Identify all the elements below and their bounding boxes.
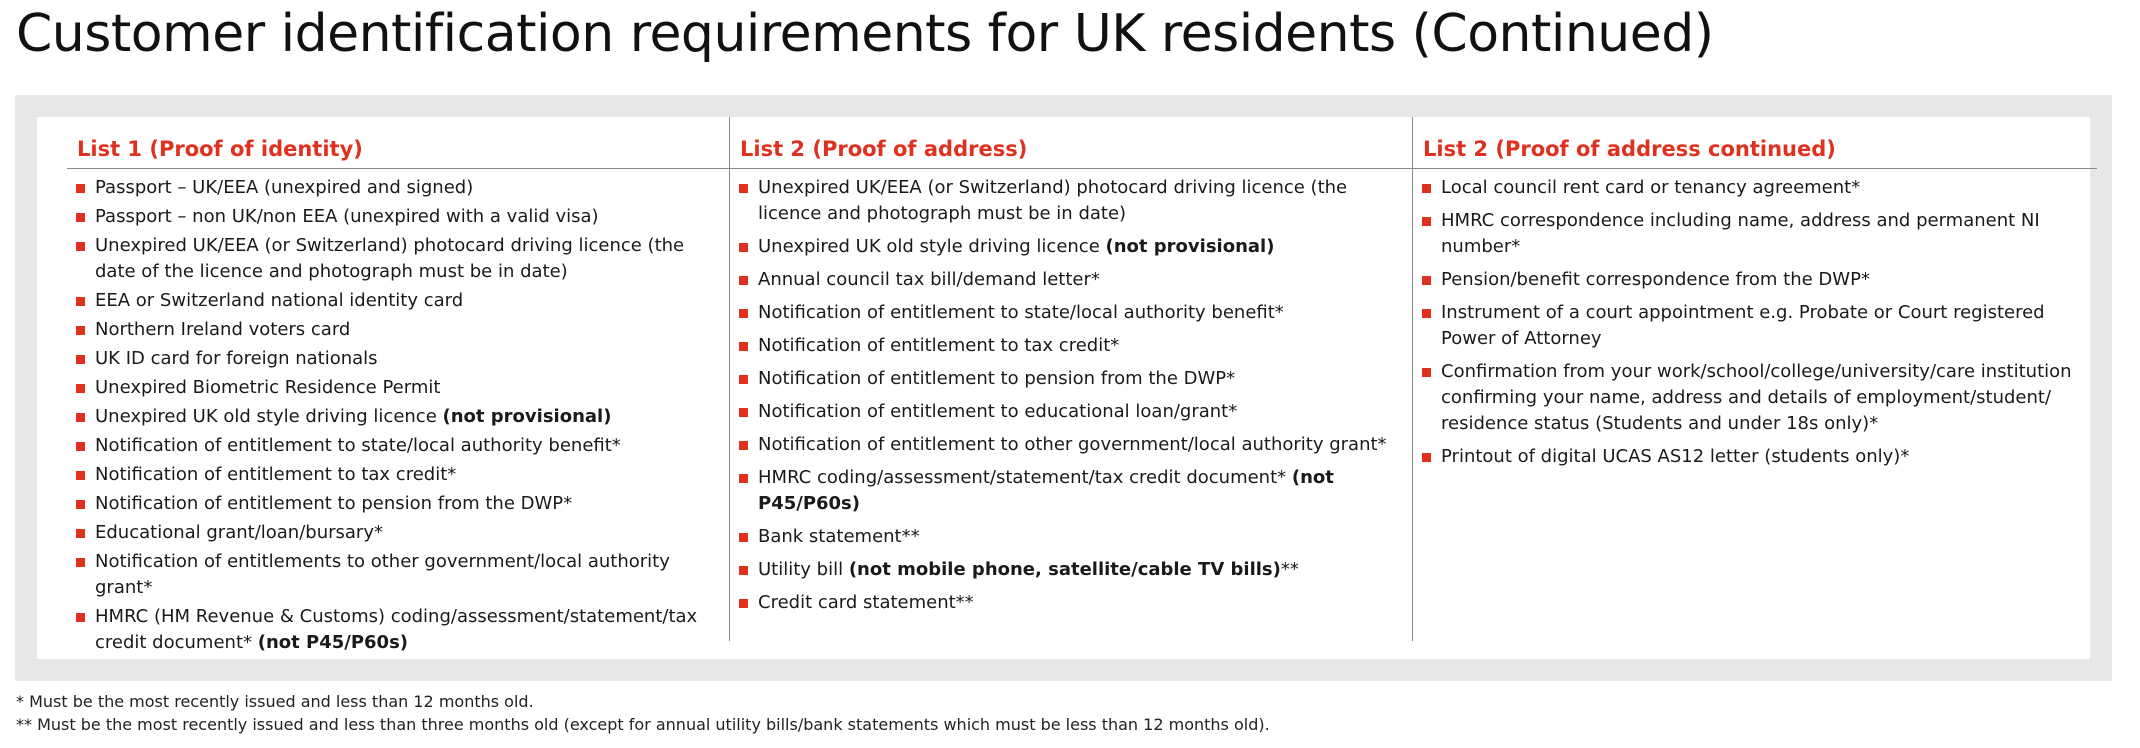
red-square-bullet-icon <box>76 413 85 422</box>
item-text: Notification of entitlement to state/local authority benefit* <box>758 302 1284 323</box>
list-item <box>1441 175 2089 201</box>
red-square-bullet-icon <box>1422 276 1431 285</box>
item-text: Bank statement** <box>758 526 920 547</box>
list-item <box>758 333 1405 359</box>
list-item <box>1441 208 2089 260</box>
list-item <box>95 604 721 656</box>
item-text: Notification of entitlement to other government/local authority grant* <box>758 434 1387 455</box>
list-item <box>95 520 721 546</box>
list-item <box>95 549 721 601</box>
item-list <box>1413 169 2097 470</box>
red-square-bullet-icon <box>739 408 748 417</box>
item-emphasis: (not P45/P60s) <box>758 467 1334 514</box>
list-item <box>758 590 1405 616</box>
list-item <box>95 462 721 488</box>
red-square-bullet-icon <box>739 375 748 384</box>
red-square-bullet-icon <box>739 474 748 483</box>
list-item <box>95 433 721 459</box>
list-item <box>758 557 1405 583</box>
item-text: UK ID card for foreign nationals <box>95 348 378 369</box>
red-square-bullet-icon <box>76 355 85 364</box>
red-square-bullet-icon <box>76 297 85 306</box>
item-suffix: ** <box>1280 559 1299 580</box>
red-square-bullet-icon <box>76 326 85 335</box>
red-square-bullet-icon <box>739 599 748 608</box>
item-text: Notification of entitlement to pension from the DWP* <box>758 368 1236 389</box>
item-text: Unexpired Biometric Residence Permit <box>95 377 441 398</box>
column-list-1 <box>67 117 729 653</box>
item-emphasis: (not mobile phone, satellite/cable TV bills) <box>848 559 1281 580</box>
list-item <box>1441 359 2089 437</box>
red-square-bullet-icon <box>76 384 85 393</box>
column-heading: List 2 (Proof of address) <box>730 117 1413 169</box>
red-square-bullet-icon <box>1422 309 1431 318</box>
list-item <box>1441 444 2089 470</box>
list-item <box>95 175 721 201</box>
red-square-bullet-icon <box>739 441 748 450</box>
list-item <box>95 233 721 285</box>
column-heading: List 1 (Proof of identity) <box>67 117 729 169</box>
list-item <box>95 204 721 230</box>
red-square-bullet-icon <box>76 558 85 567</box>
list-item <box>758 432 1405 458</box>
item-text: Pension/benefit correspondence from the DWP* <box>1441 269 1870 290</box>
red-square-bullet-icon <box>76 500 85 509</box>
list-item <box>758 234 1405 260</box>
red-square-bullet-icon <box>739 309 748 318</box>
item-text: Notification of entitlement to tax credit* <box>758 335 1120 356</box>
list-item <box>95 346 721 372</box>
item-text: Utility bill <box>758 559 849 580</box>
item-text: Printout of digital UCAS AS12 letter (students only)* <box>1441 446 1910 467</box>
footnote-double-asterisk: ** Must be the most recently issued and less than three months old (except for annual utility bills/bank statements which must be less than 12 months old). <box>16 715 1270 734</box>
item-list <box>67 169 729 656</box>
list-item <box>95 404 721 430</box>
red-square-bullet-icon <box>739 243 748 252</box>
item-text: Instrument of a court appointment e.g. Probate or Court registered Power of Attorney <box>1441 302 2045 349</box>
item-text: Northern Ireland voters card <box>95 319 351 340</box>
list-item <box>758 300 1405 326</box>
red-square-bullet-icon <box>1422 217 1431 226</box>
list-item <box>758 175 1405 227</box>
footnote-single-asterisk: * Must be the most recently issued and less than 12 months old. <box>16 692 534 711</box>
item-text: Notification of entitlement to educational loan/grant* <box>758 401 1238 422</box>
red-square-bullet-icon <box>76 613 85 622</box>
requirements-panel <box>37 117 2090 659</box>
footnotes <box>16 690 1270 736</box>
red-square-bullet-icon <box>1422 184 1431 193</box>
column-heading: List 2 (Proof of address continued) <box>1413 117 2097 169</box>
item-emphasis: (not provisional) <box>1105 236 1275 257</box>
red-square-bullet-icon <box>76 529 85 538</box>
list-item <box>758 524 1405 550</box>
list-item <box>758 465 1405 517</box>
list-item <box>95 288 721 314</box>
page-title: Customer identification requirements for UK residents (Continued) <box>16 4 1714 64</box>
list-item <box>1441 267 2089 293</box>
red-square-bullet-icon <box>76 184 85 193</box>
red-square-bullet-icon <box>76 442 85 451</box>
item-text: Unexpired UK/EEA (or Switzerland) photocard driving licence (the date of the licence and photograph must be in date) <box>95 235 685 282</box>
column-list-2 <box>729 117 1413 641</box>
red-square-bullet-icon <box>739 184 748 193</box>
item-text: HMRC coding/assessment/statement/tax credit document* <box>758 467 1292 488</box>
item-text: Notification of entitlement to tax credit* <box>95 464 457 485</box>
item-text: EEA or Switzerland national identity card <box>95 290 464 311</box>
item-text: Unexpired UK old style driving licence <box>758 236 1106 257</box>
list-item <box>95 375 721 401</box>
item-text: Passport – UK/EEA (unexpired and signed) <box>95 177 474 198</box>
item-text: Passport – non UK/non EEA (unexpired with a valid visa) <box>95 206 599 227</box>
item-text: Notification of entitlement to pension from the DWP* <box>95 493 573 514</box>
item-text: HMRC (HM Revenue & Customs) coding/assessment/statement/tax credit document* <box>95 606 698 653</box>
list-item <box>758 399 1405 425</box>
list-item <box>95 491 721 517</box>
red-square-bullet-icon <box>76 471 85 480</box>
red-square-bullet-icon <box>1422 368 1431 377</box>
item-text: Credit card statement** <box>758 592 974 613</box>
list-item <box>1441 300 2089 352</box>
red-square-bullet-icon <box>739 342 748 351</box>
red-square-bullet-icon <box>739 566 748 575</box>
item-text: Local council rent card or tenancy agreement* <box>1441 177 1861 198</box>
list-item <box>758 267 1405 293</box>
red-square-bullet-icon <box>739 276 748 285</box>
red-square-bullet-icon <box>76 213 85 222</box>
red-square-bullet-icon <box>76 242 85 251</box>
item-text: Unexpired UK/EEA (or Switzerland) photocard driving licence (the licence and photograph must be in date) <box>758 177 1348 224</box>
item-text: Unexpired UK old style driving licence <box>95 406 443 427</box>
list-item <box>95 317 721 343</box>
requirements-frame <box>15 95 2112 681</box>
item-text: Educational grant/loan/bursary* <box>95 522 383 543</box>
item-text: Notification of entitlement to state/local authority benefit* <box>95 435 621 456</box>
item-emphasis: (not P45/P60s) <box>257 632 409 653</box>
item-text: Confirmation from your work/school/college/university/care institution confirming your name, address and details of employment/student/ residence status (Students and under 18s only)* <box>1441 361 2072 434</box>
column-list-2-continued <box>1412 117 2097 641</box>
red-square-bullet-icon <box>1422 453 1431 462</box>
item-text: Notification of entitlements to other government/local authority grant* <box>95 551 670 598</box>
item-text: Annual council tax bill/demand letter* <box>758 269 1100 290</box>
item-emphasis: (not provisional) <box>442 406 612 427</box>
item-text: HMRC correspondence including name, address and permanent NI number* <box>1441 210 2040 257</box>
red-square-bullet-icon <box>739 533 748 542</box>
list-item <box>758 366 1405 392</box>
item-list <box>730 169 1413 616</box>
